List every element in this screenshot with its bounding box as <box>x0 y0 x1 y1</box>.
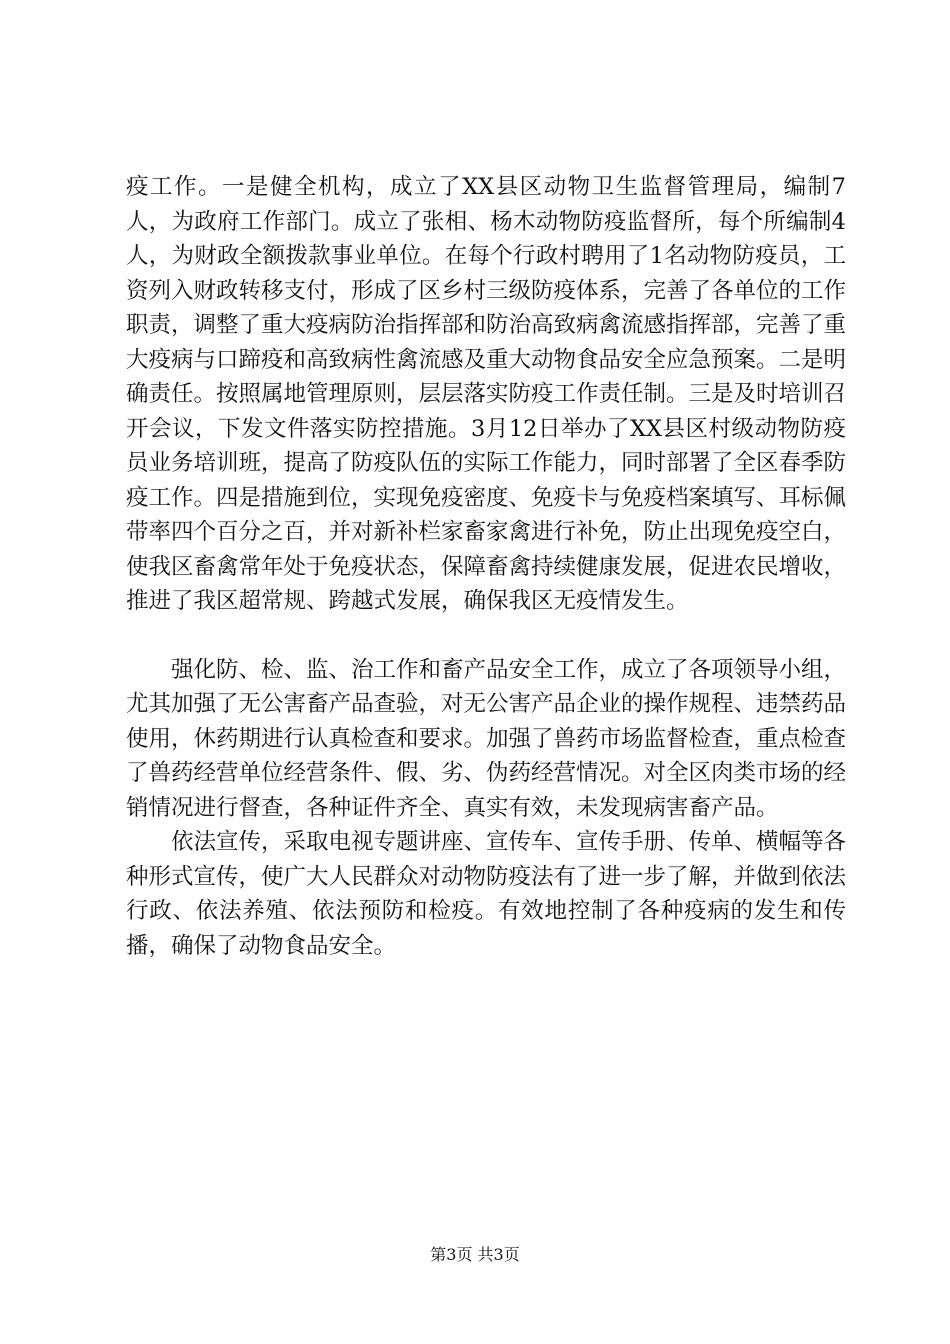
paragraph-3: 依法宣传，采取电视专题讲座、宣传车、宣传手册、传单、横幅等各种形式宣传，使广大人民群众对动物防疫法有了进一步了解，并做到依法行政、依法养殖、依法预防和检疫。有效地控制了各种疫病的发生和传播，确保了动物食品安全。 <box>126 829 847 959</box>
page-footer: 第3页 共3页 <box>430 1245 520 1264</box>
paragraph-2: 强化防、检、监、治工作和畜产品安全工作，成立了各项领导小组，尤其加强了无公害畜产品查验，对无公害产品企业的操作规程、违禁药品使用，休药期进行认真检查和要求。加强了兽药市场监督检查，重点检查了兽药经营单位经营条件、假、劣、伪药经营情况。对全区肉类市场的经销情况进行督查，各种证件齐全、真实有效，未发现病害畜产品。 <box>126 656 847 821</box>
document-body <box>126 170 846 963</box>
paragraph-1: 疫工作。一是健全机构，成立了XX县区动物卫生监督管理局，编制7人，为政府工作部门。成立了张相、杨木动物防疫监督所，每个所编制4人，为财政全额拨款事业单位。在每个行政村聘用了1名动物防疫员，工资列入财政转移支付，形成了区乡村三级防疫体系，完善了各单位的工作职责，调整了重大疫病防治指挥部和防治高致病禽流感指挥部，完善了重大疫病与口蹄疫和高致病性禽流感及重大动物食品安全应急预案。二是明确责任。按照属地管理原则，层层落实防疫工作责任制。三是及时培训召开会议，下发文件落实防控措施。3月12日举办了XX县区村级动物防疫员业务培训班，提高了防疫队伍的实际工作能力，同时部署了全区春季防疫工作。四是措施到位，实现免疫密度、免疫卡与免疫档案填写、耳标佩带率四个百分之百，并对新补栏家畜家禽进行补免，防止出现免疫空白，使我区畜禽常年处于免疫状态，保障畜禽持续健康发展，促进农民增收，推进了我区超常规、跨越式发展，确保我区无疫情发生。 <box>126 174 847 614</box>
